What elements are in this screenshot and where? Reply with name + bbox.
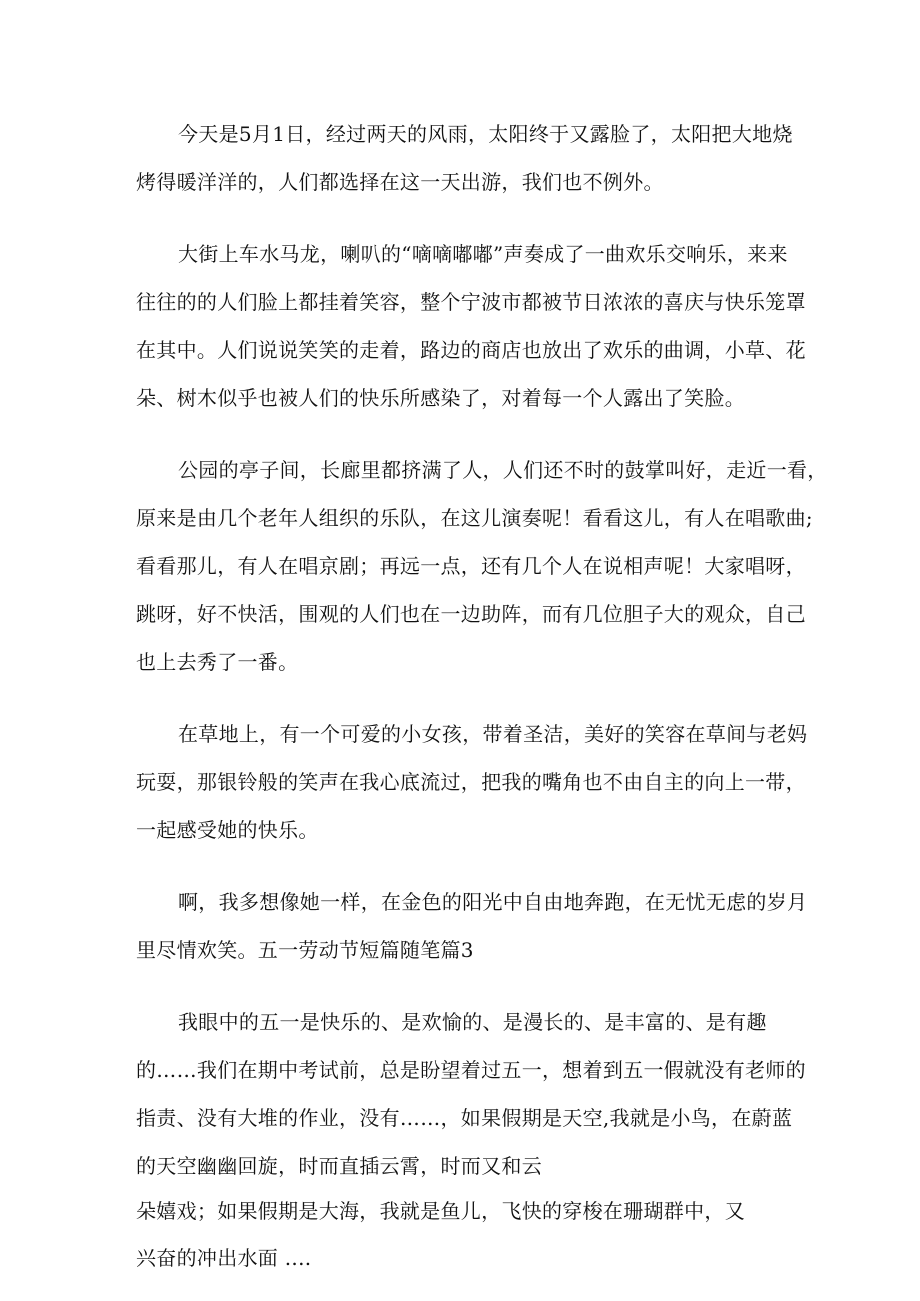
text-line: 也上去秀了一番。: [136, 650, 299, 674]
text-line: 指责、没有大堆的作业，没有……，如果假期是天空,我就是小鸟，在蔚蓝: [136, 1106, 793, 1130]
text-line: 今天是5月1日，经过两天的风雨，太阳终于又露脸了，太阳把大地烧: [178, 122, 793, 146]
text-line: 大街上车水马龙，喇叭的“嘀嘀嘟嘟”声奏成了一曲欢乐交响乐，来来: [178, 242, 788, 266]
text-line: 朵、树木似乎也被人们的快乐所感染了，对着每一个人露出了笑脸。: [136, 386, 745, 410]
text-line: 朵嬉戏；如果假期是大海，我就是鱼儿，飞快的穿梭在珊瑚群中，又: [136, 1199, 745, 1223]
text-line: 往往的的人们脸上都挂着笑容，整个宁波市都被节日浓浓的喜庆与快乐笼罩: [136, 290, 806, 314]
text-line: 的天空幽幽回旋，时而直插云霄，时而又和云: [136, 1154, 542, 1178]
text-line: 里尽情欢笑。五一劳动节短篇随笔篇3: [136, 938, 474, 962]
text-line: 烤得暖洋洋的，人们都选择在这一天出游，我们也不例外。: [136, 170, 664, 194]
text-line: 在草地上，有一个可爱的小女孩，带着圣洁，美好的笑容在草间与老妈: [178, 722, 808, 746]
text-line: 我眼中的五一是快乐的、是欢愉的、是漫长的、是丰富的、是有趣: [178, 1010, 767, 1034]
text-line: 在其中。人们说说笑笑的走着，路边的商店也放出了欢乐的曲调，小草、花: [136, 338, 806, 362]
text-line: 兴奋的冲出水面 ....: [136, 1246, 312, 1270]
text-line: 跳呀，好不快活，围观的人们也在一边助阵，而有几位胆子大的观众，自己: [136, 602, 806, 626]
text-line: 啊，我多想像她一样，在金色的阳光中自由地奔跑，在无忧无虑的岁月: [178, 890, 808, 914]
text-line: 的……我们在期中考试前，总是盼望着过五一，想着到五一假就没有老师的: [136, 1058, 806, 1082]
text-line: 一起感受她的快乐。: [136, 818, 319, 842]
text-line: 原来是由几个老年人组织的乐队，在这儿演奏呢！看看这儿，有人在唱歌曲;: [136, 506, 813, 530]
text-line: 公园的亭子间，长廊里都挤满了人，人们还不时的鼓掌叫好，走近一看，: [178, 458, 828, 482]
text-line: 看看那儿，有人在唱京剧；再远一点，还有几个人在说相声呢！大家唱呀，: [136, 554, 806, 578]
text-line: 玩耍，那银铃般的笑声在我心底流过，把我的嘴角也不由自主的向上一带，: [136, 770, 806, 794]
